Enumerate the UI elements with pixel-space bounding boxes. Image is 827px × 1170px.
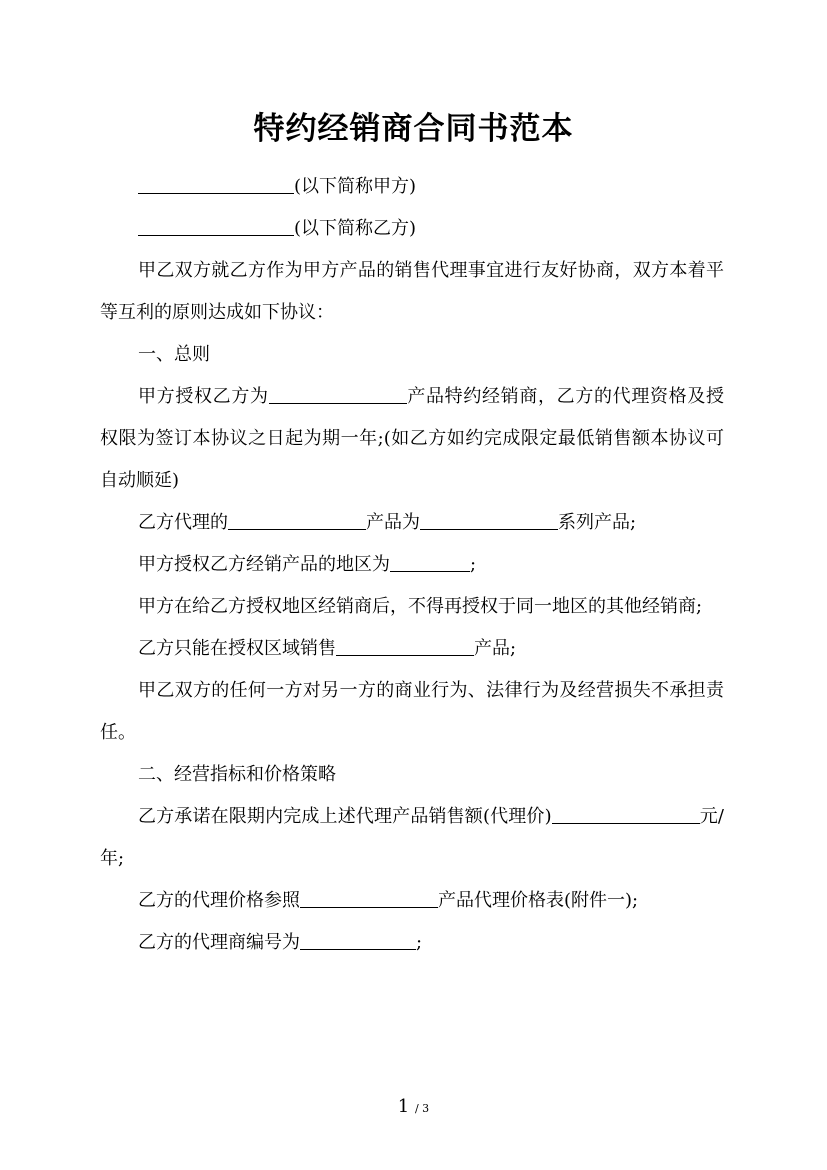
page-current: 1 [397, 1096, 410, 1117]
section-2-heading: 二、经营指标和价格策略 [138, 764, 336, 785]
clause-text: 乙方代理的 [138, 512, 228, 533]
clause-text: 甲方授权乙方为 [138, 386, 269, 407]
sales-amount-blank[interactable] [552, 803, 690, 824]
page-total: / 3 [414, 1102, 430, 1115]
s1-clause-area-sales [100, 628, 724, 670]
clause-text: 产品为 [366, 512, 420, 533]
clause-text: 乙方承诺在限期内完成上述代理产品销售额(代理价) [138, 806, 552, 827]
party-a-label: (以下简称甲方) [294, 176, 417, 197]
s2-clause-agent-number [100, 922, 724, 964]
clause-text: 乙方只能在授权区域销售 [138, 638, 336, 659]
page-number [0, 1096, 827, 1117]
region-blank[interactable] [390, 551, 470, 572]
agent-product-blank[interactable] [228, 509, 366, 530]
clause-text: 乙方的代理商编号为 [138, 932, 300, 953]
party-a-blank[interactable] [138, 173, 294, 194]
clause-text: 产品代理价格表(附件一); [438, 890, 639, 911]
s2-clause-sales-target [100, 796, 724, 880]
clause-text: ; [470, 554, 477, 575]
clause-text: ; [416, 932, 423, 953]
party-b-blank[interactable] [138, 215, 294, 236]
s1-clause-products [100, 502, 724, 544]
document-body [100, 166, 724, 964]
s1-clause-liability: 甲乙双方的任何一方对另一方的商业行为、法律行为及经营损失不承担责任。 [100, 680, 724, 743]
s1-clause-authorization [100, 376, 724, 502]
product-blank[interactable] [269, 383, 407, 404]
clause-text: 甲方授权乙方经销产品的地区为 [138, 554, 390, 575]
clause-text: 产品特约经销商，乙方的代理资格及授权限为签订本协议之日起为期一年;(如乙方如约完成限定最低销售额本协议可自动顺延) [100, 386, 725, 491]
s1-clause-exclusive: 甲方在给乙方授权地区经销商后，不得再授权于同一地区的其他经销商; [138, 596, 703, 617]
intro-paragraph: 甲乙双方就乙方作为甲方产品的销售代理事宜进行友好协商，双方本着平等互利的原则达成如下协议： [100, 260, 724, 323]
clause-text: 系列产品; [558, 512, 637, 533]
clause-text: 乙方的代理价格参照 [138, 890, 300, 911]
party-b-label: (以下简称乙方) [294, 218, 417, 239]
section-1-heading: 一、总则 [138, 344, 210, 365]
clause-text: 产品; [474, 638, 517, 659]
s2-clause-price-list [100, 880, 724, 922]
area-product-blank[interactable] [336, 635, 474, 656]
sales-amount-blank-cont[interactable] [690, 803, 700, 824]
agent-number-blank[interactable] [300, 929, 416, 950]
price-product-blank[interactable] [300, 887, 438, 908]
clause-text: 元/年; [100, 806, 724, 869]
party-b-line [100, 208, 724, 250]
series-blank[interactable] [420, 509, 558, 530]
s1-clause-region [100, 544, 724, 586]
party-a-line [100, 166, 724, 208]
document-title: 特约经销商合同书范本 [253, 111, 574, 147]
